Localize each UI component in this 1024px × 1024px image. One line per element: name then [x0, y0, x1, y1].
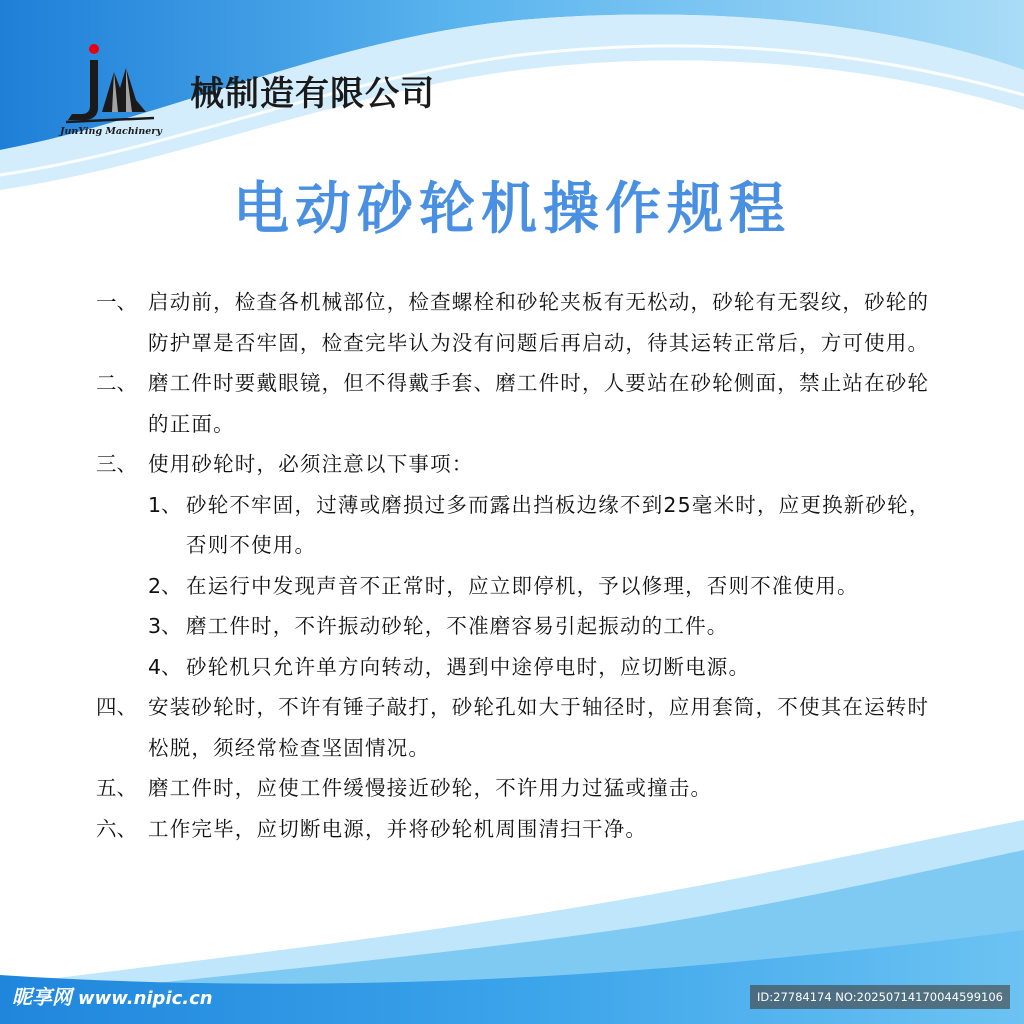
rule-item	[96, 768, 936, 809]
rule-text: 磨工件时，应使工件缓慢接近砂轮，不许用力过猛或撞击。	[148, 776, 713, 800]
rule-item	[96, 282, 936, 363]
rule-number: 六、	[96, 816, 137, 841]
sub-rule-number: 4、	[148, 654, 182, 679]
rule-number: 二、	[96, 371, 137, 395]
sub-rule-item	[96, 485, 936, 566]
page-title: 电动砂轮机操作规程	[233, 177, 791, 242]
rule-text: 磨工件时要戴眼镜，但不得戴手套、磨工件时，人要站在砂轮侧面，禁止站在砂轮的正面。	[148, 371, 930, 436]
site-watermark	[12, 982, 213, 1014]
rule-number: 五、	[96, 776, 137, 800]
company-name: 械制造有限公司	[190, 74, 435, 114]
sub-rule-text: 砂轮不牢固，过薄或磨损过多而露出挡板边缘不到25毫米时，应更换新砂轮，否则不使用。	[186, 492, 931, 557]
image-id-badge: ID:27784174 NO:20250714170044599106	[750, 985, 1010, 1009]
svg-text:JunYing Machinery: JunYing Machinery	[60, 126, 162, 137]
sub-rule-text: 砂轮机只允许单方向转动，遇到中途停电时，应切断电源。	[186, 654, 751, 679]
rule-item	[96, 363, 936, 444]
site-name: 昵享网	[12, 985, 72, 1009]
rule-number: 三、	[96, 452, 137, 476]
sub-rule-number: 1、	[148, 492, 182, 517]
rule-item	[96, 444, 936, 485]
rules-list	[96, 282, 936, 849]
sub-rule-number: 3、	[148, 614, 182, 638]
rule-number: 一、	[96, 290, 137, 314]
rule-item	[96, 809, 936, 850]
rule-number: 四、	[96, 695, 137, 719]
sub-rule-item	[96, 647, 936, 688]
sub-rule-item	[96, 566, 936, 607]
factory-mountain-logo-icon	[54, 38, 164, 138]
rule-text: 工作完毕，应切断电源，并将砂轮机周围清扫干净。	[148, 816, 648, 841]
rule-text: 使用砂轮时，必须注意以下事项：	[148, 452, 474, 476]
sub-rule-text: 在运行中发现声音不正常时，应立即停机，予以修理，否则不准使用。	[186, 573, 859, 598]
site-url: www.nipic.cn	[78, 988, 213, 1009]
sub-rule-item	[96, 606, 936, 647]
rule-text: 启动前，检查各机械部位，检查螺栓和砂轮夹板有无松动，砂轮有无裂纹，砂轮的防护罩是否牢固，检查完毕认为没有问题后再启动，待其运转正常后，方可使用。	[148, 290, 930, 355]
sub-rule-number: 2、	[148, 573, 182, 598]
sub-rule-text: 磨工件时，不许振动砂轮，不准磨容易引起振动的工件。	[186, 614, 729, 638]
rule-text: 安装砂轮时，不许有锤子敲打，砂轮孔如大于轴径时，应用套筒，不使其在运转时松脱，须经常检查坚固情况。	[148, 695, 930, 760]
rule-item	[96, 687, 936, 768]
